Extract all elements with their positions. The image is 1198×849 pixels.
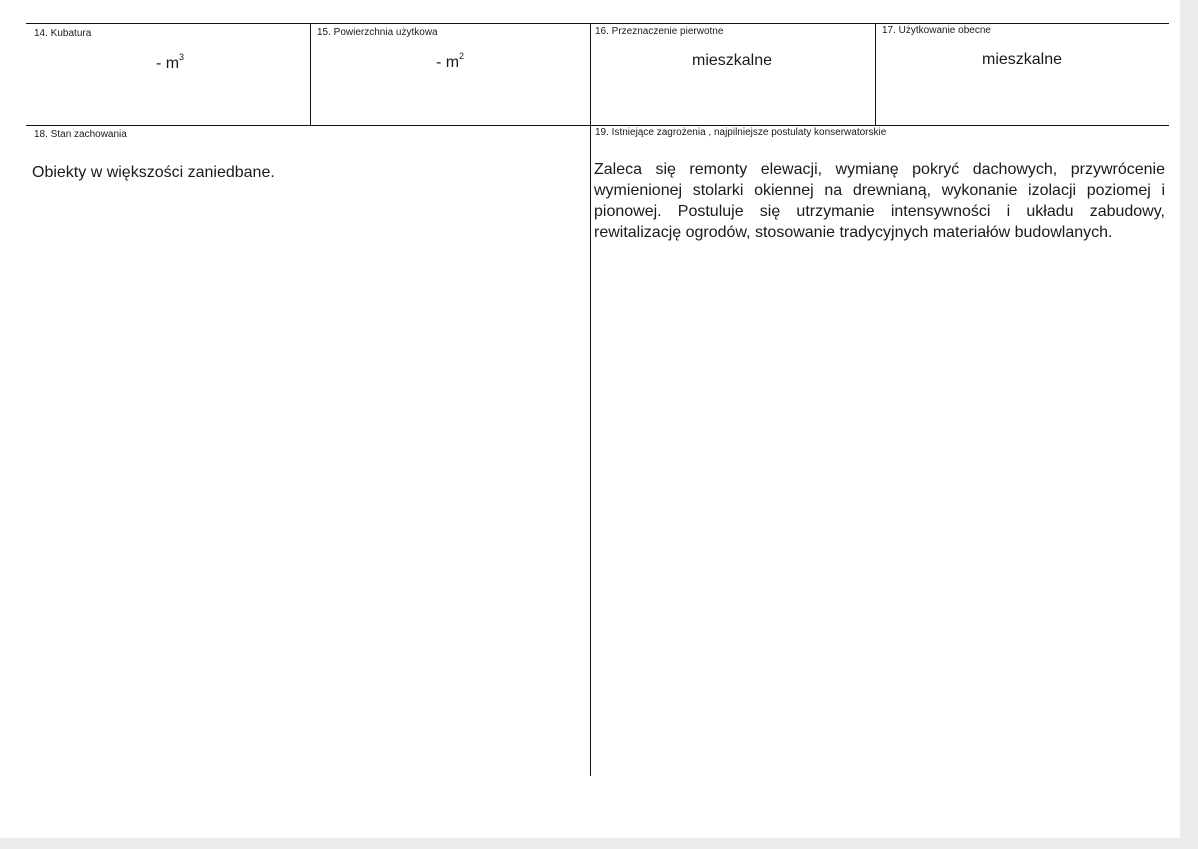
row-divider <box>26 125 1169 126</box>
field-18-label: 18. Stan zachowania <box>34 129 127 140</box>
volume-value: - m <box>155 55 180 72</box>
field-18-text: Obiekty w większości zaniedbane. <box>32 164 275 181</box>
volume-unit-exponent: 3 <box>179 52 185 62</box>
table-top-border <box>26 23 1169 24</box>
field-15-value <box>400 53 500 74</box>
field-19-text: Zaleca się remonty elewacji, wymianę pokryć dachowych, przywrócenie wymienionej stolarki okiennej na drewnianą, wykonanie izolacji poziomej i pionowej. Postuluje się utrzymanie intensywności i układu zabudowy, rewitalizację ogrodów, stosowanie tradycyjnych materiałów budowlanych. <box>594 161 1165 241</box>
field-15-label: 15. Powierzchnia użytkowa <box>317 27 438 38</box>
column-divider-3 <box>875 23 876 125</box>
field-17-value: mieszkalne <box>981 51 1063 68</box>
scan-edge-bottom <box>0 838 1198 849</box>
area-value: - m <box>435 54 460 71</box>
scan-edge-right <box>1180 0 1198 849</box>
column-divider-2 <box>590 23 591 776</box>
field-19-label: 19. Istniejące zagrożenia , najpilniejsze postulaty konserwatorskie <box>595 127 887 138</box>
area-unit-exponent: 2 <box>459 51 465 61</box>
field-16-label: 16. Przeznaczenie pierwotne <box>595 26 724 37</box>
field-14-label: 14. Kubatura <box>34 28 92 39</box>
column-divider-1 <box>310 23 311 125</box>
field-17-label: 17. Użytkowanie obecne <box>882 25 991 36</box>
field-16-value: mieszkalne <box>691 52 773 69</box>
field-14-value <box>120 54 220 75</box>
